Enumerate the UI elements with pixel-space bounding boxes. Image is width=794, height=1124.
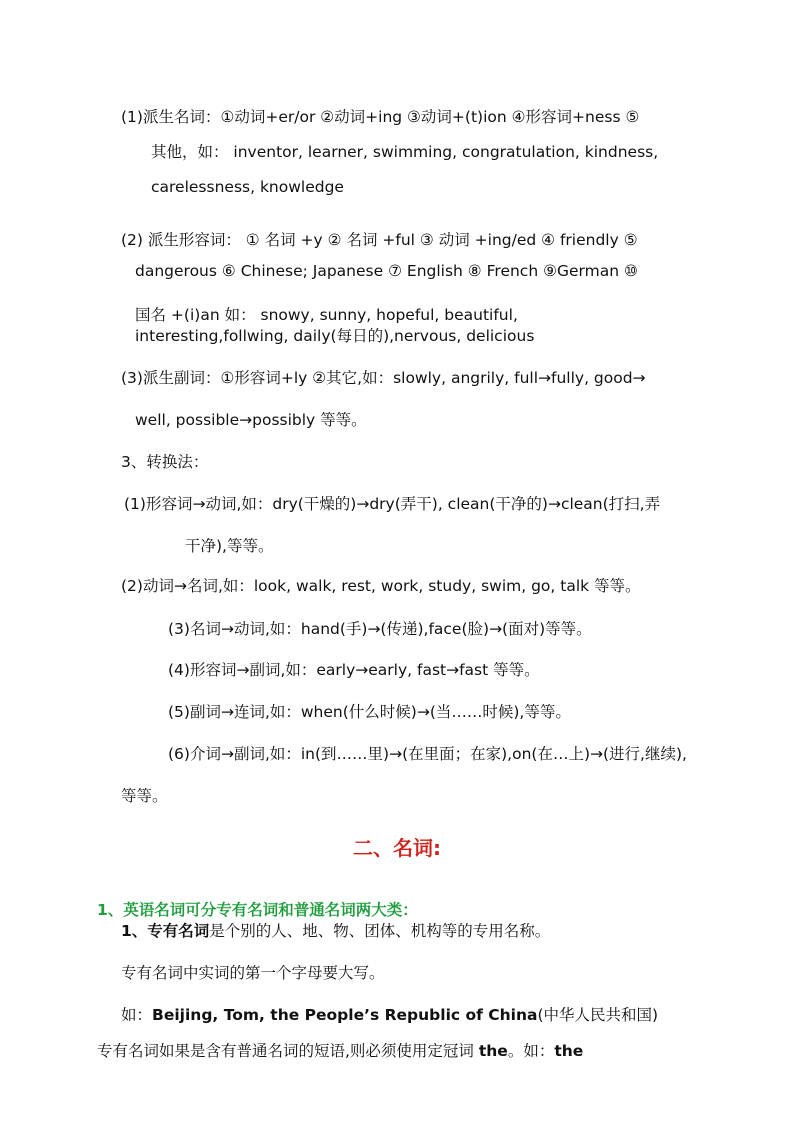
conversion-2: (2)动词→名词,如：look, walk, rest, work, study, swim, go, talk 等等。 — [121, 577, 641, 595]
examples-suffix: (中华人民共和国) — [537, 1006, 659, 1024]
derived-adj-line-1: (2) 派生形容词： ① 名词 +y ② 名词 +ful ③ 动词 +ing/ed ④ friendly ⑤ — [121, 231, 638, 249]
conversion-4: (4)形容词→副词,如：early→early, fast→fast 等等。 — [168, 661, 540, 679]
derived-adj-line-2: dangerous ⑥ Chinese; Japanese ⑦ English ⑧ French ⑨German ⑩ — [135, 262, 638, 280]
examples-bold: Beijing, Tom, the People’s Republic of China — [152, 1006, 538, 1024]
conversion-1-line-2: 干净),等等。 — [185, 537, 274, 555]
conversion-heading: 3、转换法： — [121, 453, 209, 471]
conversion-1-line-1: (1)形容词→动词,如：dry(干燥的)→dry(弄干), clean(干净的)→clean(打扫,弄 — [124, 495, 661, 513]
article-the-example: the — [554, 1042, 584, 1060]
conversion-5: (5)副词→连词,如：when(什么时候)→(当……时候),等等。 — [168, 703, 571, 721]
article-the: the — [478, 1042, 508, 1060]
examples-prefix: 如： — [121, 1006, 153, 1024]
proper-noun-def-text: 是个别的人、地、物、团体、机构等的专用名称。 — [209, 922, 551, 940]
derived-noun-line-1: (1)派生名词：①动词+er/or ②动词+ing ③动词+(t)ion ④形容词+ness ⑤ — [121, 108, 640, 126]
conversion-6-line-2: 等等。 — [121, 787, 168, 805]
nouns-green-heading: 1、英语名词可分专有名词和普通名词两大类： — [97, 901, 418, 919]
proper-noun-definition — [121, 921, 550, 941]
proper-noun-capital-rule: 专有名词中实词的第一个字母要大写。 — [121, 964, 385, 982]
proper-noun-term: 1、专有名词 — [121, 922, 210, 940]
proper-noun-article-rule — [97, 1041, 583, 1061]
conversion-3: (3)名词→动词,如：hand(手)→(传递),face(脸)→(面对)等等。 — [168, 620, 592, 638]
derived-adv-line-1: (3)派生副词：①形容词+ly ②其它,如：slowly, angrily, full→fully, good→ — [121, 369, 646, 387]
article-rule-text: 专有名词如果是含有普通名词的短语,则必须使用定冠词 — [97, 1042, 479, 1060]
derived-adv-line-2: well, possible→possibly 等等。 — [135, 411, 367, 429]
derived-noun-line-2: 其他，如： inventor, learner, swimming, congratulation, kindness, — [151, 143, 659, 161]
article-rule-mid: 。如： — [507, 1042, 555, 1060]
derived-noun-line-3: carelessness, knowledge — [151, 178, 344, 196]
derived-adj-line-4: interesting,follwing, daily(每日的),nervous, delicious — [135, 327, 535, 345]
section-title-nouns: 二、名词: — [353, 836, 441, 860]
conversion-6-line-1: (6)介词→副词,如：in(到……里)→(在里面；在家),on(在…上)→(进行,继续), — [168, 745, 687, 763]
derived-adj-line-3: 国名 +(i)an 如： snowy, sunny, hopeful, beautiful, — [135, 306, 518, 324]
proper-noun-examples — [121, 1005, 658, 1025]
